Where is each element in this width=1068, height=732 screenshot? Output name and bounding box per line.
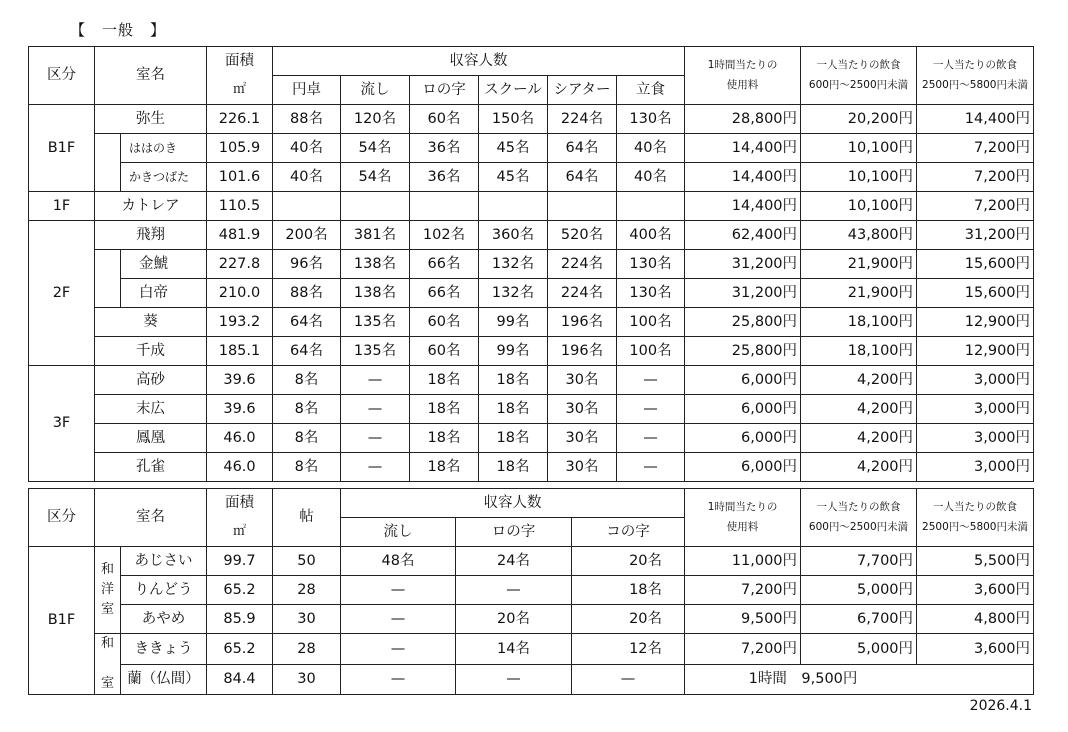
food-fee-b: 31,200円 [917, 221, 1034, 250]
room-area: 481.9 [207, 221, 273, 250]
food-fee-b: 12,900円 [917, 337, 1034, 366]
room-name: 高砂 [95, 366, 207, 395]
capacity-cell [479, 192, 548, 221]
room-name: 末広 [95, 395, 207, 424]
table-row [29, 634, 1034, 665]
label-japanese-western-room: 和 洋 室 [95, 547, 121, 634]
table-row [29, 308, 1034, 337]
food-fee-a: 4,200円 [801, 395, 917, 424]
header-row [29, 47, 1034, 76]
capacity-cell: 96名 [273, 250, 341, 279]
room-tatami: 30 [273, 605, 341, 634]
indent-spacer [95, 163, 121, 192]
header-layout-ronoji: ロの字 [456, 518, 572, 547]
capacity-cell: — [341, 366, 410, 395]
capacity-cell: 20名 [572, 605, 685, 634]
room-name: 金鯱 [121, 250, 207, 279]
table-row [29, 453, 1034, 482]
capacity-cell: 14名 [456, 634, 572, 665]
table-row [29, 547, 1034, 576]
room-area: 65.2 [207, 576, 273, 605]
room-area: 226.1 [207, 105, 273, 134]
capacity-cell: 100名 [617, 337, 685, 366]
capacity-cell: 18名 [479, 424, 548, 453]
capacity-cell: 360名 [479, 221, 548, 250]
capacity-cell: — [617, 453, 685, 482]
hourly-fee: 25,800円 [685, 308, 801, 337]
hourly-fee: 14,400円 [685, 163, 801, 192]
capacity-cell: — [341, 576, 456, 605]
capacity-cell: 64名 [548, 134, 617, 163]
capacity-cell: — [341, 605, 456, 634]
hourly-fee: 6,000円 [685, 424, 801, 453]
food-fee-b: 7,200円 [917, 163, 1034, 192]
capacity-cell: 102名 [410, 221, 479, 250]
capacity-cell: 196名 [548, 337, 617, 366]
floor-3f: 3F [29, 366, 95, 482]
capacity-cell: — [341, 395, 410, 424]
indent-spacer [95, 134, 121, 163]
indent-spacer [95, 250, 121, 279]
header-layout-school: スクール [479, 76, 548, 105]
capacity-cell: 30名 [548, 453, 617, 482]
food-fee-a: 21,900円 [801, 279, 917, 308]
capacity-cell: 138名 [341, 250, 410, 279]
capacity-cell: 120名 [341, 105, 410, 134]
capacity-cell: 8名 [273, 395, 341, 424]
hourly-fee: 6,000円 [685, 366, 801, 395]
room-name: 葵 [95, 308, 207, 337]
capacity-cell: — [341, 634, 456, 665]
capacity-cell: 60名 [410, 337, 479, 366]
capacity-cell: 54名 [341, 134, 410, 163]
capacity-cell: 224名 [548, 250, 617, 279]
room-area: 185.1 [207, 337, 273, 366]
capacity-cell: 132名 [479, 250, 548, 279]
room-tatami: 50 [273, 547, 341, 576]
food-fee-b: 3,000円 [917, 395, 1034, 424]
room-name: あじさい [121, 547, 207, 576]
page-title: 【 一般 】 [70, 21, 167, 39]
room-name: 千成 [95, 337, 207, 366]
hourly-fee: 62,400円 [685, 221, 801, 250]
food-fee-a: 5,000円 [801, 634, 917, 665]
food-fee-a: 5,000円 [801, 576, 917, 605]
table-row [29, 192, 1034, 221]
capacity-cell: — [456, 576, 572, 605]
room-area: 84.4 [207, 664, 273, 695]
capacity-cell: 88名 [273, 105, 341, 134]
capacity-cell: — [617, 424, 685, 453]
capacity-cell: 18名 [479, 395, 548, 424]
room-name: ききょう [121, 634, 207, 665]
table-row [29, 664, 1034, 695]
capacity-cell: 18名 [479, 453, 548, 482]
room-name: 白帝 [121, 279, 207, 308]
hourly-fee: 25,800円 [685, 337, 801, 366]
room-area: 101.6 [207, 163, 273, 192]
floor-2f: 2F [29, 221, 95, 366]
room-name: 孔雀 [95, 453, 207, 482]
food-fee-b: 3,000円 [917, 366, 1034, 395]
hourly-fee: 6,000円 [685, 395, 801, 424]
effective-date: 2026.4.1 [969, 698, 1032, 714]
header-row [29, 489, 1034, 518]
capacity-cell: 100名 [617, 308, 685, 337]
table-row [29, 366, 1034, 395]
room-name: 蘭（仏間） [121, 664, 207, 695]
capacity-cell: — [341, 453, 410, 482]
room-name: あやめ [121, 605, 207, 634]
header-food-b: 一人当たりの飲食 2500円～5800円未満 [917, 47, 1034, 105]
capacity-cell: — [617, 395, 685, 424]
table-row [29, 395, 1034, 424]
table-row [29, 605, 1034, 634]
capacity-cell: 132名 [479, 279, 548, 308]
food-fee-b: 7,200円 [917, 134, 1034, 163]
header-hourly-fee: 1時間当たりの 使用料 [685, 489, 801, 547]
room-area: 193.2 [207, 308, 273, 337]
header-layout-entaku: 円卓 [273, 76, 341, 105]
header-tatami: 帖 [273, 489, 341, 547]
hourly-fee: 31,200円 [685, 279, 801, 308]
room-name: 鳳凰 [95, 424, 207, 453]
hourly-fee: 9,500円 [685, 605, 801, 634]
capacity-cell: 18名 [410, 453, 479, 482]
table-row [29, 279, 1034, 308]
room-name: 飛翔 [95, 221, 207, 250]
table-row [29, 221, 1034, 250]
capacity-cell: 60名 [410, 105, 479, 134]
header-layout-nagashi: 流し [341, 518, 456, 547]
label-japanese-room: 和 室 [95, 634, 121, 695]
food-fee-a: 43,800円 [801, 221, 917, 250]
capacity-cell: 224名 [548, 279, 617, 308]
table-row [29, 576, 1034, 605]
room-name: かきつばた [121, 163, 207, 192]
food-fee-a: 21,900円 [801, 250, 917, 279]
hourly-fee: 11,000円 [685, 547, 801, 576]
header-layout-ronoji: ロの字 [410, 76, 479, 105]
room-area: 85.9 [207, 605, 273, 634]
food-fee-a: 20,200円 [801, 105, 917, 134]
table-row [29, 337, 1034, 366]
capacity-cell: 196名 [548, 308, 617, 337]
capacity-cell: 12名 [572, 634, 685, 665]
hourly-fee: 14,400円 [685, 134, 801, 163]
food-fee-a: 7,700円 [801, 547, 917, 576]
capacity-cell: 381名 [341, 221, 410, 250]
capacity-cell: 60名 [410, 308, 479, 337]
capacity-cell: 130名 [617, 279, 685, 308]
food-fee-a: 10,100円 [801, 163, 917, 192]
capacity-cell [273, 192, 341, 221]
capacity-cell: — [617, 366, 685, 395]
hourly-fee: 31,200円 [685, 250, 801, 279]
table-row [29, 134, 1034, 163]
hourly-fee: 7,200円 [685, 634, 801, 665]
capacity-cell: 150名 [479, 105, 548, 134]
capacity-cell: 99名 [479, 308, 548, 337]
header-food-b: 一人当たりの飲食 2500円～5800円未満 [917, 489, 1034, 547]
header-area-unit: ㎡ [207, 76, 273, 105]
food-fee-b: 12,900円 [917, 308, 1034, 337]
header-capacity: 収容人数 [341, 489, 685, 518]
header-area: 面積 [207, 489, 273, 518]
header-food-a: 一人当たりの飲食 600円～2500円未満 [801, 489, 917, 547]
capacity-cell: 30名 [548, 424, 617, 453]
food-fee-b: 3,600円 [917, 576, 1034, 605]
table-row [29, 424, 1034, 453]
capacity-cell: 18名 [410, 395, 479, 424]
capacity-cell: 64名 [548, 163, 617, 192]
header-layout-standing: 立食 [617, 76, 685, 105]
room-tatami: 28 [273, 634, 341, 665]
capacity-cell: 54名 [341, 163, 410, 192]
capacity-cell: — [341, 664, 456, 695]
capacity-cell: 8名 [273, 366, 341, 395]
capacity-cell: 36名 [410, 134, 479, 163]
capacity-cell: 130名 [617, 105, 685, 134]
capacity-cell [617, 192, 685, 221]
room-name: 弥生 [95, 105, 207, 134]
room-area: 99.7 [207, 547, 273, 576]
food-fee-a: 18,100円 [801, 337, 917, 366]
capacity-cell: 45名 [479, 134, 548, 163]
header-area: 面積 [207, 47, 273, 76]
room-area: 110.5 [207, 192, 273, 221]
rates-table-general [28, 46, 1034, 482]
capacity-cell: 40名 [273, 163, 341, 192]
combined-hourly-fee: 1時間 9,500円 [685, 664, 1034, 695]
capacity-cell: 64名 [273, 308, 341, 337]
capacity-cell: 64名 [273, 337, 341, 366]
food-fee-a: 4,200円 [801, 424, 917, 453]
header-area-unit: ㎡ [207, 518, 273, 547]
capacity-cell: 224名 [548, 105, 617, 134]
room-area: 39.6 [207, 395, 273, 424]
capacity-cell: 45名 [479, 163, 548, 192]
food-fee-b: 15,600円 [917, 279, 1034, 308]
header-kubun: 区分 [29, 489, 95, 547]
food-fee-a: 6,700円 [801, 605, 917, 634]
food-fee-a: 10,100円 [801, 134, 917, 163]
food-fee-b: 7,200円 [917, 192, 1034, 221]
capacity-cell: 138名 [341, 279, 410, 308]
room-area: 46.0 [207, 453, 273, 482]
hourly-fee: 7,200円 [685, 576, 801, 605]
room-area: 65.2 [207, 634, 273, 665]
capacity-cell: 20名 [456, 605, 572, 634]
room-name: ははのき [121, 134, 207, 163]
capacity-cell: 8名 [273, 424, 341, 453]
indent-spacer [95, 279, 121, 308]
room-area: 105.9 [207, 134, 273, 163]
capacity-cell: 18名 [410, 424, 479, 453]
capacity-cell: 18名 [479, 366, 548, 395]
food-fee-b: 15,600円 [917, 250, 1034, 279]
capacity-cell: 135名 [341, 337, 410, 366]
food-fee-a: 4,200円 [801, 453, 917, 482]
floor-b1f: B1F [29, 547, 95, 695]
food-fee-a: 10,100円 [801, 192, 917, 221]
hourly-fee: 6,000円 [685, 453, 801, 482]
header-layout-nagashi: 流し [341, 76, 410, 105]
room-area: 227.8 [207, 250, 273, 279]
capacity-cell: 30名 [548, 366, 617, 395]
capacity-cell: 40名 [617, 163, 685, 192]
room-area: 39.6 [207, 366, 273, 395]
capacity-cell: 520名 [548, 221, 617, 250]
floor-b1f: B1F [29, 105, 95, 192]
header-kubun: 区分 [29, 47, 95, 105]
food-fee-b: 3,000円 [917, 453, 1034, 482]
capacity-cell [341, 192, 410, 221]
food-fee-a: 4,200円 [801, 366, 917, 395]
room-tatami: 28 [273, 576, 341, 605]
capacity-cell: 8名 [273, 453, 341, 482]
food-fee-b: 14,400円 [917, 105, 1034, 134]
floor-1f: 1F [29, 192, 95, 221]
food-fee-b: 3,000円 [917, 424, 1034, 453]
capacity-cell: 24名 [456, 547, 572, 576]
capacity-cell: 20名 [572, 547, 685, 576]
hourly-fee: 28,800円 [685, 105, 801, 134]
header-room: 室名 [95, 489, 207, 547]
room-tatami: 30 [273, 664, 341, 695]
capacity-cell: 36名 [410, 163, 479, 192]
table-row [29, 163, 1034, 192]
capacity-cell: 200名 [273, 221, 341, 250]
capacity-cell: 18名 [410, 366, 479, 395]
food-fee-b: 4,800円 [917, 605, 1034, 634]
capacity-cell: 66名 [410, 250, 479, 279]
header-food-a: 一人当たりの飲食 600円～2500円未満 [801, 47, 917, 105]
hourly-fee: 14,400円 [685, 192, 801, 221]
header-layout-theater: シアター [548, 76, 617, 105]
food-fee-b: 3,600円 [917, 634, 1034, 665]
table-row [29, 105, 1034, 134]
rates-table-japanese-rooms [28, 488, 1034, 695]
capacity-cell: 30名 [548, 395, 617, 424]
capacity-cell [548, 192, 617, 221]
capacity-cell: 48名 [341, 547, 456, 576]
room-name: カトレア [95, 192, 207, 221]
capacity-cell: 130名 [617, 250, 685, 279]
food-fee-a: 18,100円 [801, 308, 917, 337]
header-room: 室名 [95, 47, 207, 105]
room-area: 46.0 [207, 424, 273, 453]
capacity-cell: 66名 [410, 279, 479, 308]
capacity-cell: 400名 [617, 221, 685, 250]
header-hourly-fee: 1時間当たりの 使用料 [685, 47, 801, 105]
capacity-cell: — [572, 664, 685, 695]
header-layout-konoji: コの字 [572, 518, 685, 547]
capacity-cell [410, 192, 479, 221]
capacity-cell: 40名 [617, 134, 685, 163]
room-area: 210.0 [207, 279, 273, 308]
capacity-cell: 135名 [341, 308, 410, 337]
capacity-cell: 18名 [572, 576, 685, 605]
food-fee-b: 5,500円 [917, 547, 1034, 576]
table-row [29, 250, 1034, 279]
capacity-cell: — [456, 664, 572, 695]
room-name: りんどう [121, 576, 207, 605]
capacity-cell: 88名 [273, 279, 341, 308]
capacity-cell: — [341, 424, 410, 453]
capacity-cell: 99名 [479, 337, 548, 366]
capacity-cell: 40名 [273, 134, 341, 163]
header-capacity: 収容人数 [273, 47, 685, 76]
